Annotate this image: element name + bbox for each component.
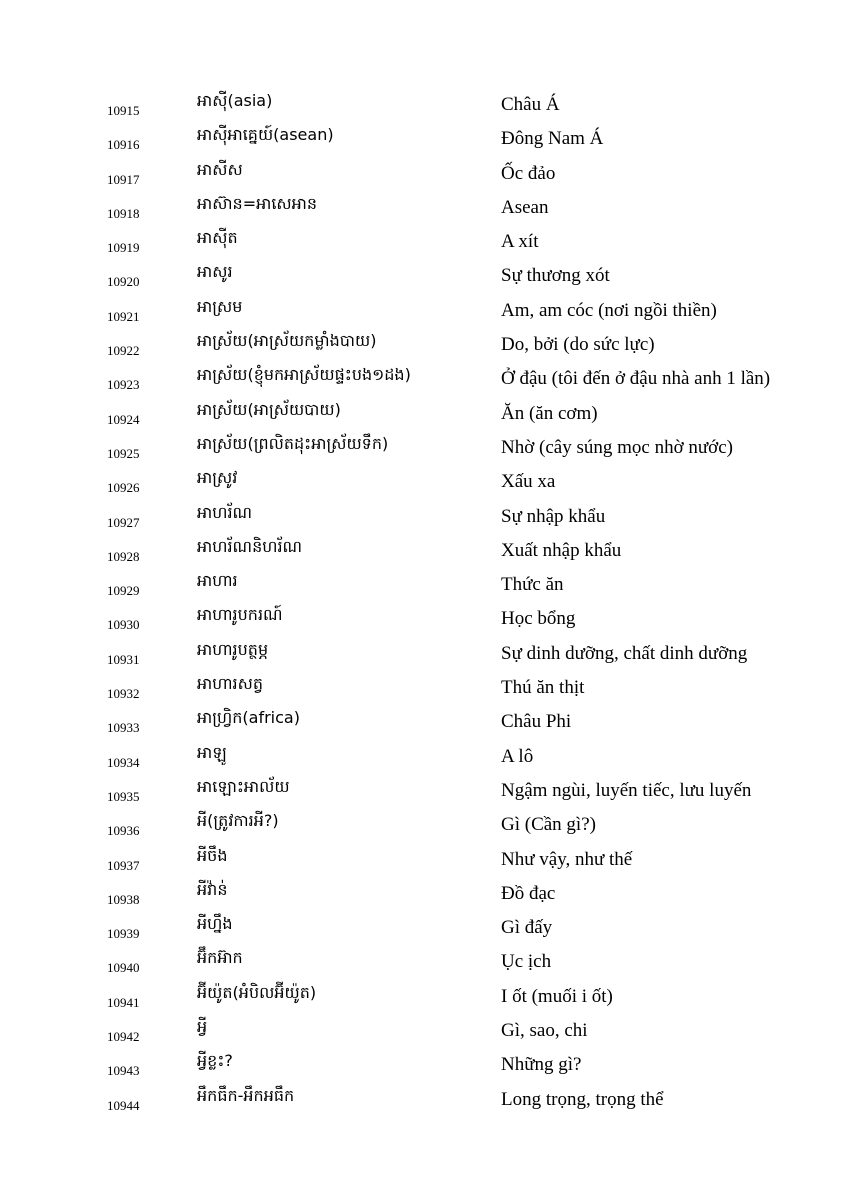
entry-row	[0, 671, 848, 705]
entry-khmer-term: អ៊ឹកអ៊ាក	[197, 948, 243, 968]
entry-number: 10920	[107, 274, 140, 290]
entry-number: 10938	[107, 891, 140, 907]
entry-number: 10936	[107, 823, 140, 839]
entry-khmer-term: អ្វីខ្លះ?	[197, 1051, 233, 1071]
entry-vietnamese-translation: Ăn (ăn cơm)	[501, 402, 598, 424]
entry-khmer-term: អាស៊ីអាគ្នេយ៍(asean)	[197, 125, 334, 145]
entry-khmer-term: អាស៊ីត	[197, 228, 238, 248]
entry-row	[0, 225, 848, 259]
entry-number: 10928	[107, 548, 140, 564]
entry-khmer-term: អាសូរ	[197, 262, 233, 282]
entry-khmer-term: អ៊ីយ៉ូត(អំបិលអ៊ីយ៉ូត)	[197, 982, 317, 1002]
entry-vietnamese-translation: Nhờ (cây súng mọc nhờ nước)	[501, 436, 733, 458]
entry-khmer-term: អី(ត្រូវការអី?)	[197, 811, 279, 831]
entry-number: 10930	[107, 617, 140, 633]
entry-vietnamese-translation: Học bổng	[501, 608, 576, 630]
entry-vietnamese-translation: Asean	[501, 196, 549, 218]
entry-vietnamese-translation: Do, bởi (do sức lực)	[501, 334, 655, 356]
entry-row	[0, 157, 848, 191]
entry-row	[0, 259, 848, 293]
entry-row	[0, 945, 848, 979]
entry-khmer-term: អីវ៉ាន់	[197, 879, 228, 899]
entry-khmer-term: អីចឹង	[197, 845, 228, 865]
entry-number: 10937	[107, 857, 140, 873]
entry-vietnamese-translation: I ốt (muối i ốt)	[501, 985, 613, 1007]
entry-khmer-term: អាស៊ី(asia)	[197, 91, 273, 110]
entry-row	[0, 1083, 848, 1117]
entry-number: 10918	[107, 205, 140, 221]
entry-row	[0, 122, 848, 156]
entry-vietnamese-translation: Sự nhập khẩu	[501, 505, 606, 527]
entry-row	[0, 534, 848, 568]
entry-khmer-term: អីហ្នឹង	[197, 914, 233, 934]
entry-list	[0, 88, 848, 1117]
entry-row	[0, 705, 848, 739]
entry-number: 10944	[107, 1097, 140, 1113]
entry-vietnamese-translation: Đông Nam Á	[501, 128, 604, 150]
entry-row	[0, 980, 848, 1014]
entry-number: 10932	[107, 686, 140, 702]
entry-number: 10926	[107, 480, 140, 496]
entry-khmer-term: អាហារសត្វ	[197, 674, 264, 694]
entry-vietnamese-translation: Sự thương xót	[501, 265, 610, 287]
entry-number: 10915	[107, 103, 140, 118]
entry-khmer-term: អាហារូបត្ថម្ភ	[197, 639, 269, 659]
entry-row	[0, 1048, 848, 1082]
entry-number: 10922	[107, 343, 140, 359]
entry-number: 10939	[107, 926, 140, 942]
entry-number: 10941	[107, 994, 140, 1010]
entry-row	[0, 843, 848, 877]
entry-khmer-term: អាស៊ាន=អាសេអាន	[197, 193, 318, 213]
entry-row	[0, 328, 848, 362]
entry-vietnamese-translation: Thú ăn thịt	[501, 677, 585, 699]
entry-row	[0, 362, 848, 396]
entry-vietnamese-translation: Ngậm ngùi, luyến tiếc, lưu luyến	[501, 779, 752, 801]
entry-khmer-term: អាហរ័ណ	[197, 502, 253, 522]
entry-vietnamese-translation: Ở đậu (tôi đến ở đậu nhà anh 1 lần)	[501, 368, 771, 390]
entry-row	[0, 808, 848, 842]
entry-row	[0, 88, 848, 122]
entry-row	[0, 740, 848, 774]
entry-number: 10925	[107, 445, 140, 461]
entry-khmer-term: អឹកធឹក-អឹកអធឹក	[197, 1085, 295, 1105]
entry-number: 10927	[107, 514, 140, 530]
entry-khmer-term: អាសីស	[197, 159, 243, 179]
entry-number: 10943	[107, 1063, 140, 1079]
entry-row	[0, 465, 848, 499]
entry-vietnamese-translation: Xấu xa	[501, 471, 556, 493]
entry-number: 10931	[107, 651, 140, 667]
entry-khmer-term: អាហារូបករណ៍	[197, 605, 283, 625]
entry-row	[0, 294, 848, 328]
entry-khmer-term: អាហារ	[197, 571, 238, 591]
entry-row	[0, 431, 848, 465]
entry-khmer-term: អាស្រូវ	[197, 468, 238, 488]
entry-number: 10924	[107, 411, 140, 427]
entry-khmer-term: អ្វី	[197, 1017, 208, 1037]
entry-vietnamese-translation: Gì, sao, chi	[501, 1020, 588, 1042]
entry-vietnamese-translation: Long trọng, trọng thể	[501, 1088, 664, 1110]
entry-number: 10916	[107, 137, 140, 153]
entry-vietnamese-translation: Thức ăn	[501, 574, 564, 596]
entry-number: 10917	[107, 171, 140, 187]
entry-row	[0, 774, 848, 808]
entry-number: 10923	[107, 377, 140, 393]
entry-vietnamese-translation: Gì (Cần gì?)	[501, 814, 596, 836]
entry-khmer-term: អាស្រ័យ(អាស្រ័យកម្លាំងបាយ)	[197, 331, 377, 351]
entry-khmer-term: អាស្រ័យ(អាស្រ័យបាយ)	[197, 399, 341, 419]
entry-khmer-term: អាស្រ័យ(ខ្ញុំមកអាស្រ័យផ្ទះបង១ដង)	[197, 365, 411, 385]
entry-number: 10919	[107, 240, 140, 256]
entry-vietnamese-translation: Đồ đạc	[501, 882, 556, 904]
entry-vietnamese-translation: Ốc đảo	[501, 162, 556, 184]
entry-vietnamese-translation: Như vậy, như thế	[501, 848, 633, 870]
entry-number: 10929	[107, 583, 140, 599]
entry-row	[0, 568, 848, 602]
entry-row	[0, 911, 848, 945]
entry-row	[0, 602, 848, 636]
entry-row	[0, 637, 848, 671]
entry-number: 10933	[107, 720, 140, 736]
entry-row	[0, 397, 848, 431]
entry-number: 10942	[107, 1029, 140, 1045]
entry-vietnamese-translation: A xít	[501, 231, 539, 253]
entry-number: 10934	[107, 754, 140, 770]
entry-vietnamese-translation: Xuất nhập khẩu	[501, 539, 622, 561]
entry-vietnamese-translation: Gì đấy	[501, 917, 553, 939]
entry-vietnamese-translation: Sự dinh dưỡng, chất dinh dưỡng	[501, 642, 748, 664]
entry-vietnamese-translation: Châu Á	[501, 94, 560, 115]
entry-row	[0, 877, 848, 911]
entry-vietnamese-translation: Những gì?	[501, 1054, 582, 1076]
entry-number: 10921	[107, 308, 140, 324]
entry-row	[0, 500, 848, 534]
entry-number: 10940	[107, 960, 140, 976]
entry-khmer-term: អាហ្វ្រិក(africa)	[197, 708, 300, 728]
entry-number: 10935	[107, 788, 140, 804]
entry-row	[0, 191, 848, 225]
entry-khmer-term: អាឡោះអាល័យ	[197, 776, 290, 796]
entry-vietnamese-translation: Ục ịch	[501, 951, 552, 973]
entry-vietnamese-translation: Am, am cóc (nơi ngồi thiền)	[501, 299, 717, 321]
entry-khmer-term: អាស្រម	[197, 296, 243, 316]
entry-row	[0, 1014, 848, 1048]
entry-khmer-term: អាឡូ	[197, 742, 227, 762]
entry-vietnamese-translation: Châu Phi	[501, 711, 572, 733]
entry-vietnamese-translation: A lô	[501, 745, 534, 767]
entry-khmer-term: អាស្រ័យ(ព្រលិតដុះអាស្រ័យទឹក)	[197, 433, 389, 453]
entry-khmer-term: អាហរ័ណនិហរ័ណ	[197, 536, 303, 556]
